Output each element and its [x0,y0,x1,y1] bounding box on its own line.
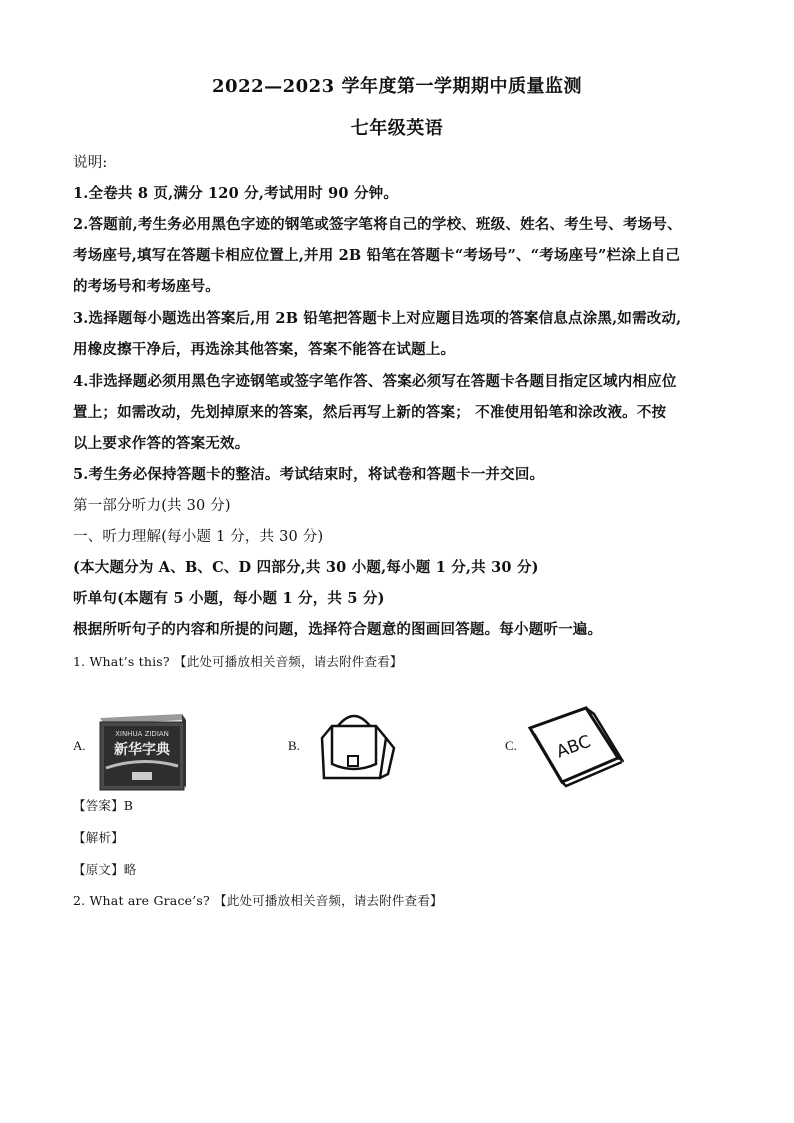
answer-label: 【答案】B [73,798,134,813]
book-image [524,702,624,788]
listening-title: 听单句(本题有 5 小题，每小题 1 分，共 5 分) [73,590,385,607]
section-listening-comprehension: 一、听力理解(每小题 1 分，共 30 分) [73,529,324,545]
question-1: 1. What’s this? 【此处可播放相关音频，请去附件查看】 [73,654,403,669]
page-subtitle: 七年级英语 [350,118,444,139]
instructions-heading: 说明: [73,155,108,171]
option-a-label: A. [73,738,86,753]
dictionary-title-pinyin: XINHUA ZIDIAN [115,730,169,738]
schoolbag-image [308,708,400,788]
section-note: (本大题分为 A、B、C、D 四部分,共 30 小题,每小题 1 分,共 30 分) [73,559,539,576]
instruction-4-line-2: 置上；如需改动，先划掉原来的答案，然后再写上新的答案； 不准使用铅笔和涂改液。不按 [73,404,667,421]
page-title: 2022—2023 学年度第一学期期中质量监测 [212,76,582,97]
instruction-2-line-2: 考场座号,填写在答题卡相应位置上,并用 2B 铅笔在答题卡“考场号”、“考场座号”栏涂上自己 [73,247,681,264]
listening-instructions: 根据所听句子的内容和所提的问题，选择符合题意的图画回答题。每小题听一遍。 [73,621,603,638]
instruction-4-line-3: 以上要求作答的答案无效。 [73,435,250,452]
dictionary-title-chinese: 新华字典 [114,742,170,758]
option-b-label: B. [288,738,300,753]
original-text-label: 【原文】略 [73,862,137,877]
instruction-2-line-1: 2.答题前,考生务必用黑色字迹的钢笔或签字笔将自己的学校、班级、姓名、考生号、考场号、 [73,216,682,233]
instruction-2-line-3: 的考场号和考场座号。 [73,278,220,295]
dictionary-image [92,708,192,798]
section-part-1: 第一部分听力(共 30 分) [73,498,231,514]
instruction-3-line-1: 3.选择题每小题选出答案后,用 2B 铅笔把答题卡上对应题目选项的答案信息点涂黑,如需改动, [73,310,682,327]
question-2: 2. What are Grace’s? 【此处可播放相关音频，请去附件查看】 [73,893,443,908]
instruction-5: 5.考生务必保持答题卡的整洁。考试结束时，将试卷和答题卡一并交回。 [73,466,545,483]
instruction-4-line-1: 4.非选择题必须用黑色字迹钢笔或签字笔作答、答案必须写在答题卡各题目指定区域内相应位 [73,373,677,390]
instruction-3-line-2: 用橡皮擦干净后，再选涂其他答案，答案不能答在试题上。 [73,341,456,358]
option-c-label: C. [505,738,517,753]
book-cover-text: ABC [553,731,594,763]
instruction-1: 1.全卷共 8 页,满分 120 分,考试用时 90 分钟。 [73,185,399,202]
analysis-label: 【解析】 [73,830,124,845]
